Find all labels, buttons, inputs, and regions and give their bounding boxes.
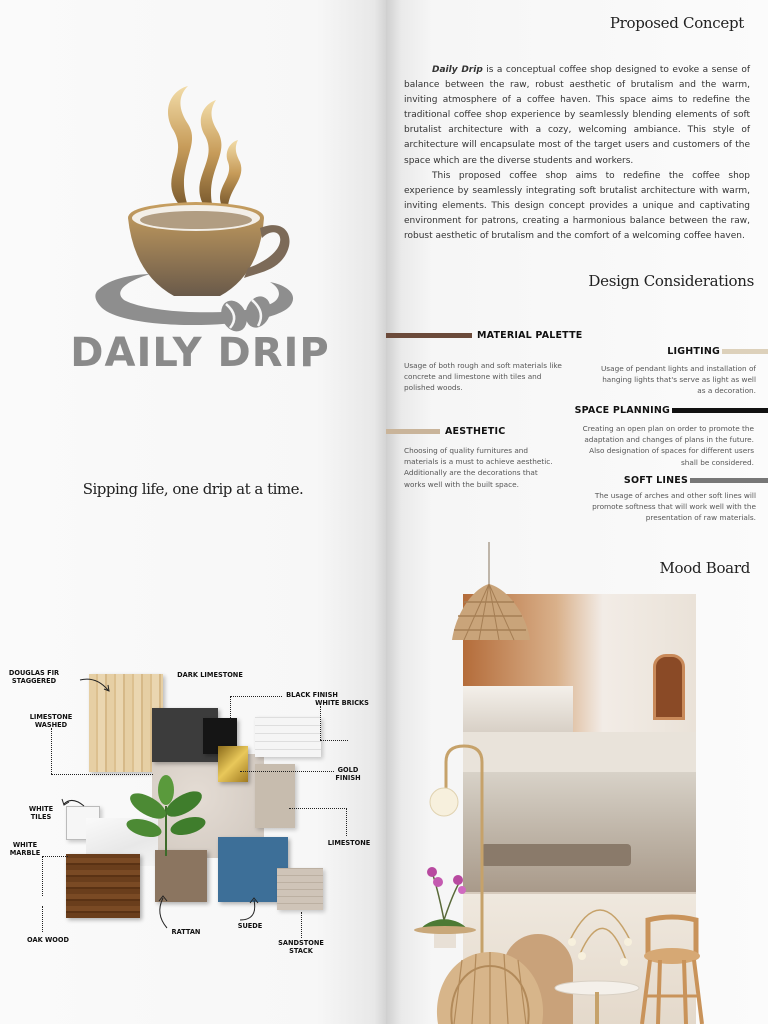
label-suede: SUEDE xyxy=(237,922,263,930)
side-table xyxy=(414,926,476,934)
soft-lines-text: The usage of arches and other soft lines will promote softness that will work well with the presentation of raw materials. xyxy=(592,491,756,523)
swatch-white-bricks xyxy=(255,717,321,757)
swatch-oak-wood xyxy=(66,854,140,918)
rattan-chair-icon xyxy=(432,950,552,1024)
label-dark-limestone: DARK LIMESTONE xyxy=(177,671,243,679)
brand-name-inline: Daily Drip xyxy=(432,65,483,75)
leader-line xyxy=(320,706,321,740)
plant-icon xyxy=(124,776,208,856)
leader-line xyxy=(301,912,302,938)
proposed-concept-heading: Proposed Concept xyxy=(609,14,744,32)
arrow-icon xyxy=(78,674,112,694)
material-palette-bar xyxy=(386,333,472,338)
mood-board-heading: Mood Board xyxy=(659,559,750,577)
counter xyxy=(463,686,573,732)
orchid-plant-icon xyxy=(414,860,476,952)
seating-row xyxy=(481,844,631,866)
aesthetic-bar xyxy=(386,429,440,434)
label-white-bricks: WHITE BRICKS xyxy=(315,699,369,707)
material-palette-text: Usage of both rough and soft materials like concrete and limestone with tiles and polished woods. xyxy=(404,361,562,393)
leader-line xyxy=(230,696,282,697)
leader-line xyxy=(240,771,334,772)
swatch-gold-finish xyxy=(218,746,248,782)
material-palette-title: MATERIAL PALETTE xyxy=(477,330,583,341)
label-oak-wood: OAK WOOD xyxy=(27,936,69,944)
logo-brand-text: DAILY DRIP xyxy=(70,330,330,376)
leader-line xyxy=(42,856,43,896)
lighting-text: Usage of pendant lights and installation of hanging lights that's serve as light as well as a decoration. xyxy=(600,364,756,396)
label-sandstone-stack: SANDSTONE STACK xyxy=(278,939,324,955)
label-white-tiles: WHITE TILES xyxy=(28,805,54,821)
label-limestone-washed: LIMESTONE WASHED xyxy=(29,713,73,729)
label-limestone: LIMESTONE xyxy=(327,839,371,847)
leader-line xyxy=(320,740,348,741)
daily-drip-logo xyxy=(70,78,330,378)
leader-line xyxy=(51,774,153,775)
label-douglas-fir: DOUGLAS FIR STAGGERED xyxy=(8,669,60,685)
arched-window xyxy=(653,654,685,720)
label-black-finish: BLACK FINISH xyxy=(286,691,338,699)
lighting-bar xyxy=(722,349,768,354)
cafe-interior-lower xyxy=(463,772,696,892)
soft-lines-bar xyxy=(690,478,768,483)
label-rattan: RATTAN xyxy=(171,928,201,936)
arrow-icon xyxy=(236,896,264,924)
leader-line xyxy=(42,856,68,857)
ring-lights-icon xyxy=(560,880,640,980)
bar-stool-icon xyxy=(636,916,708,1024)
pendant-lamp-icon xyxy=(444,542,538,646)
leader-line xyxy=(289,808,347,809)
lighting-title: LIGHTING xyxy=(667,346,720,357)
label-gold-finish: GOLD FINISH xyxy=(335,766,361,782)
tagline: Sipping life, one drip at a time. xyxy=(82,480,304,498)
arrow-icon xyxy=(60,796,86,814)
swatch-limestone xyxy=(255,764,295,828)
steam-swirl-left xyxy=(168,86,192,208)
aesthetic-title: AESTHETIC xyxy=(445,426,506,437)
leader-line xyxy=(230,696,231,720)
leader-line xyxy=(51,728,52,774)
steam-swirl-right xyxy=(220,140,241,206)
aesthetic-text: Choosing of quality furnitures and materials is a must to achieve aesthetic. Additionally are the decorations that works well with the built space. xyxy=(404,446,553,489)
concept-paragraph-1: Daily Drip is a conceptual coffee shop designed to evoke a sense of balance between the raw, robust aesthetic of brutalism and the warm, inviting atmosphere of a coffee haven. This space aims to redefine the traditional coffee shop experience by seamlessly blending elements of soft brutalist architecture with a cozy, welcoming ambiance. This style of architecture will encapsulate most of the target users and customers of the space which are the diverse students and workers. xyxy=(404,65,750,166)
design-considerations-heading: Design Considerations xyxy=(588,272,754,290)
round-table-icon xyxy=(552,980,642,1024)
space-planning-text: Creating an open plan on order to promote the adaptation and changes of plans in the future. Also designation of spaces for different users shall be considered. xyxy=(582,424,754,467)
cafe-floor xyxy=(463,732,696,772)
proposed-concept-body xyxy=(404,63,750,244)
soft-lines-title: SOFT LINES xyxy=(623,475,688,486)
label-white-marble: WHITE MARBLE xyxy=(9,841,41,857)
swatch-sandstone-stack xyxy=(277,868,323,910)
steam-swirl-mid xyxy=(199,100,221,206)
leader-line xyxy=(346,808,347,836)
concept-paragraph-2: This proposed coffee shop aims to redefine the coffee shop experience by seamlessly integrating soft brutalist architecture with warm, inviting elements. This design concept provides a unique and captivating environment for patrons, creating a harmonious balance between the raw, robust aesthetic of brutalism and the comfort of a welcoming coffee haven. xyxy=(404,170,750,242)
space-planning-title: SPACE PLANNING xyxy=(574,405,670,416)
space-planning-bar xyxy=(672,408,768,413)
arrow-icon xyxy=(153,894,175,930)
leader-line xyxy=(42,906,43,932)
